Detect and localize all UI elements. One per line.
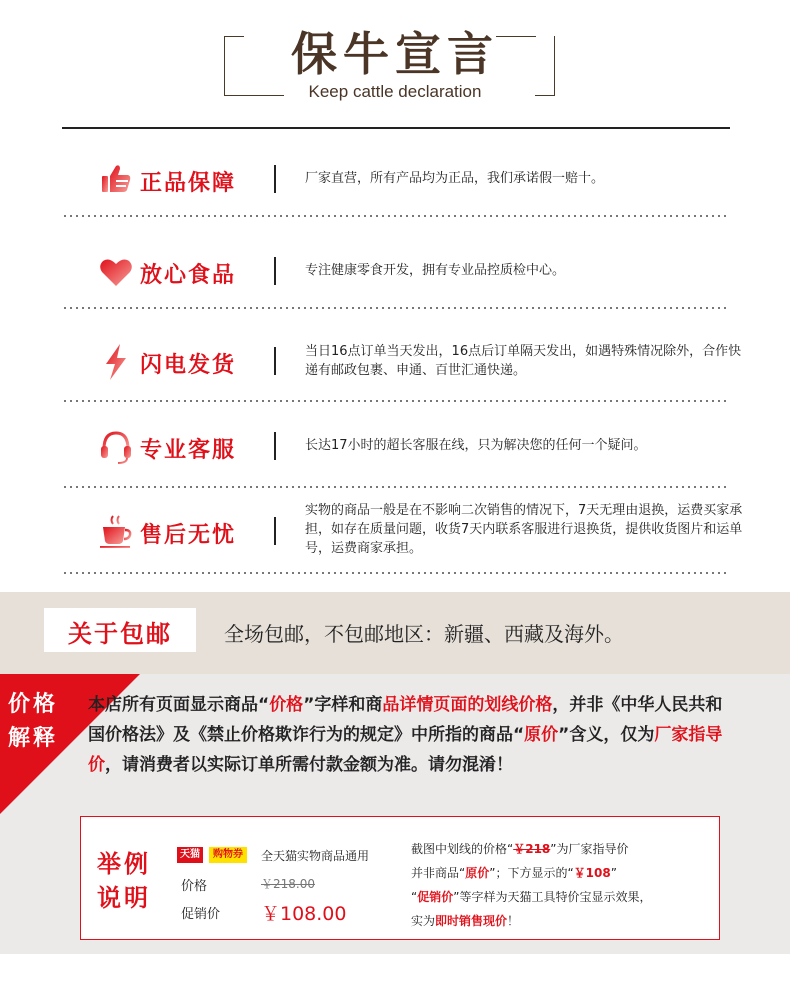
text-segment: ”等字样为天猫工具特价宝显示效果， — [453, 890, 652, 904]
feature-row-authentic — [62, 158, 730, 200]
dotted-divider — [62, 572, 730, 574]
note-line — [411, 837, 711, 861]
text-segment: 实为 — [411, 914, 436, 928]
highlight-segment: 即时销售现价 — [435, 914, 508, 928]
coupon-tag: 购物券 — [209, 847, 247, 863]
highlight-segment: 价格 — [269, 695, 304, 715]
dotted-divider — [62, 307, 730, 309]
text-segment: ！ — [507, 914, 520, 928]
note-line — [411, 885, 711, 909]
text-segment: 本店所有页面显示商品“ — [88, 695, 270, 715]
text-segment: ，并非《中华人民共和国价格法》及《禁止价格欺诈行为的规定》中所指的商品“ — [88, 695, 723, 745]
feature-row-customer-service — [62, 425, 730, 467]
highlight-segment: 促销价 — [417, 890, 454, 904]
promo-key: 促销价 — [181, 907, 221, 922]
dotted-divider — [62, 215, 730, 217]
dotted-divider — [62, 400, 730, 402]
feature-label: 专业客服 — [140, 438, 237, 463]
highlight-segment: ￥108 — [573, 866, 611, 880]
feature-label: 放心食品 — [140, 263, 237, 288]
text-segment: ”为厂家指导价 — [550, 842, 629, 856]
price-key: 价格 — [181, 879, 208, 894]
corner-ribbon-text — [8, 688, 58, 756]
feature-label: 闪电发货 — [140, 353, 237, 378]
feature-row-after-sales — [62, 503, 743, 556]
feature-text: 实物的商品一般是在不影响二次销售的情况下，7天无理由退换，运费买家承担，如存在质量问题，收货7天内联系客服进行退换货，提供收货图片和运单号，运费商家承担。 — [305, 503, 743, 556]
feature-row-fast-shipping — [62, 340, 742, 382]
lightning-icon — [96, 342, 136, 382]
free-shipping-band — [0, 592, 790, 674]
example-label-line1: 举例 — [97, 850, 151, 878]
feature-row-safe-food — [62, 250, 730, 292]
highlight-segment: ￥218 — [513, 842, 551, 856]
coupon-text: 全天猫实物商品通用 — [261, 849, 370, 863]
example-box — [80, 816, 720, 940]
price-value-struck: ￥218.00 — [261, 877, 315, 891]
feature-separator — [274, 432, 276, 460]
headset-icon — [96, 427, 136, 467]
feature-text: 长达17小时的超长客服在线，只为解决您的任何一个疑问。 — [305, 438, 647, 453]
free-shipping-label-box — [44, 608, 196, 652]
text-segment: ，请消费者以实际订单所需付款金额为准。请勿混淆！ — [105, 755, 513, 775]
tmall-tag: 天猫 — [177, 847, 203, 863]
declaration-header — [0, 0, 790, 130]
note-line — [411, 909, 711, 933]
feature-label: 正品保障 — [140, 171, 237, 196]
heart-icon — [96, 252, 136, 292]
note-line — [411, 861, 711, 885]
feature-label: 售后无忧 — [140, 523, 237, 548]
promo-price-value: ￥108.00 — [261, 903, 347, 925]
page-title: 保牛宣言 — [291, 27, 499, 81]
text-segment: 截图中划线的价格“ — [411, 842, 514, 856]
feature-separator — [274, 517, 276, 545]
feature-separator — [274, 165, 276, 193]
example-label — [97, 847, 151, 915]
corner-ribbon-line1: 价格 — [8, 692, 59, 717]
example-label-line2: 说明 — [97, 884, 151, 912]
price-explanation-text — [88, 690, 728, 780]
feature-text: 专注健康零食开发，拥有专业品控质检中心。 — [305, 263, 566, 278]
text-segment: ”字样和商 — [303, 695, 383, 715]
feature-separator — [274, 257, 276, 285]
price-explanation-panel — [0, 674, 790, 954]
feature-text: 厂家直营，所有产品均为正品，我们承诺假一赔十。 — [305, 171, 605, 186]
free-shipping-label: 关于包邮 — [68, 620, 172, 648]
dotted-divider — [62, 486, 730, 488]
highlight-segment: 厂家指导价 — [88, 725, 723, 775]
text-segment: ”；下方显示的“ — [489, 866, 574, 880]
cup-icon — [96, 512, 136, 552]
example-note — [411, 837, 711, 933]
corner-ribbon-line2: 解释 — [8, 726, 59, 751]
highlight-segment: 原价 — [524, 725, 559, 745]
free-shipping-text: 全场包邮，不包邮地区：新疆、西藏及海外。 — [224, 622, 624, 646]
text-segment: ” — [610, 866, 617, 880]
text-segment: ”含义，仅为 — [558, 725, 655, 745]
text-segment: 并非商品“ — [411, 866, 466, 880]
feature-separator — [274, 347, 276, 375]
header-divider — [62, 127, 730, 129]
highlight-segment: 原价 — [465, 866, 490, 880]
thumbs-up-icon — [96, 160, 136, 200]
page-subtitle: Keep cattle declaration — [308, 82, 482, 101]
text-segment: “ — [411, 890, 418, 904]
highlight-segment: 品详情页面的划线价格 — [382, 695, 553, 715]
feature-text: 当日16点订单当天发出，16点后订单隔天发出，如遇特殊情况除外，合作快递有邮政包裹、申通、百世汇通快递。 — [305, 344, 742, 378]
